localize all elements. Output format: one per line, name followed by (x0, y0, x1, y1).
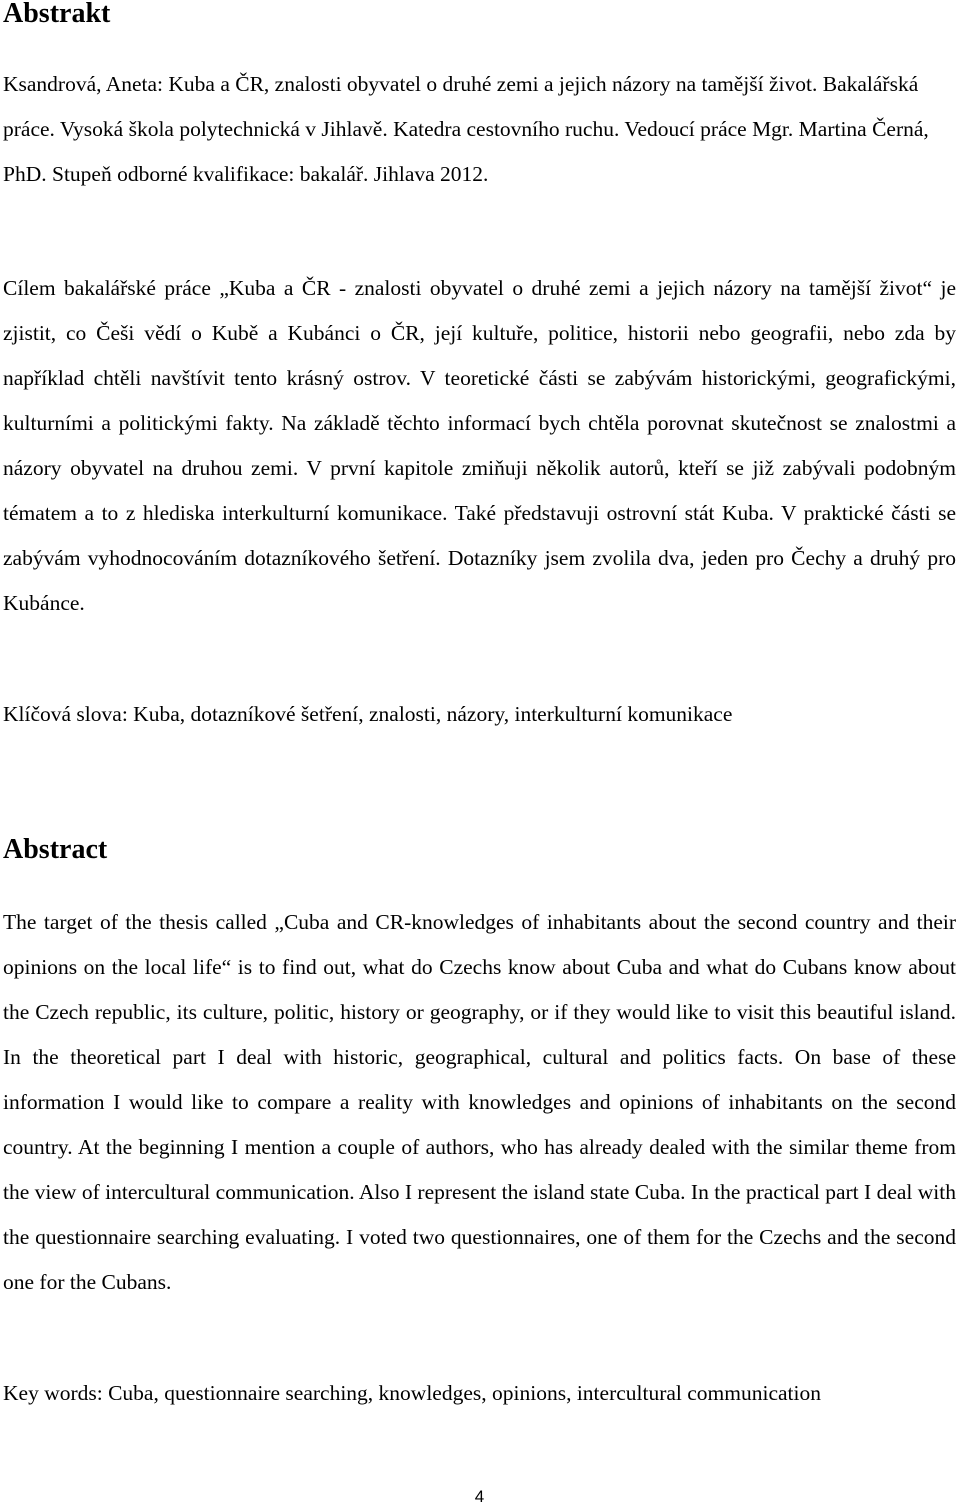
czech-keywords: Klíčová slova: Kuba, dotazníkové šetření, znalosti, názory, interkulturní komunikace (3, 702, 733, 726)
english-abstract-heading: Abstract (3, 834, 108, 865)
czech-keywords-block (3, 692, 956, 737)
czech-abstract-body: Cílem bakalářské práce „Kuba a ČR - znalosti obyvatel o druhé zemi a jejich názory na tamější život“ je zjistit, co Češi vědí o Kubě a Kubánci o ČR, její kultuře, politice, historii nebo geografii, nebo zda by například chtěli navštívit tento krásný ostrov. V teoretické části se zabývám historickými, geografickými, kulturními a politickými fakty. Na základě těchto informací bych chtěla porovnat skutečnost se znalostmi a názory obyvatel na druhou zemi. V první kapitole zmiňuji několik autorů, kteří se již zabývali podobným tématem a to z hlediska interkulturní komunikace. Také představuji ostrovní stát Kuba. V praktické části se zabývám vyhodnocováním dotazníkového šetření. Dotazníky jsem zvolila dva, jeden pro Čechy a druhý pro Kubánce. (3, 276, 956, 615)
english-abstract-body-block (3, 900, 956, 1305)
english-keywords: Key words: Cuba, questionnaire searching, knowledges, opinions, intercultural communication (3, 1381, 822, 1405)
czech-abstract-body-block (3, 266, 956, 626)
english-abstract-body: The target of the thesis called „Cuba and CR-knowledges of inhabitants about the second country and their opinions on the local life“ is to find out, what do Czechs know about Cuba and what do Cubans know about the Czech republic, its culture, politic, history or geography, or if they would like to visit this beautiful island. In the theoretical part I deal with historic, geographical, cultural and politics facts. On base of these information I would like to compare a reality with knowledges and opinions of inhabitants on the second country. At the beginning I mention a couple of authors, who has already dealed with the similar theme from the view of intercultural communication. Also I represent the island state Cuba. In the practical part I deal with the questionnaire searching evaluating. I voted two questionnaires, one of them for the Czechs and the second one for the Cubans. (3, 910, 956, 1294)
english-keywords-block (3, 1371, 956, 1416)
czech-citation-block (3, 62, 956, 197)
page-number: 4 (474, 1487, 485, 1506)
czech-abstract-heading: Abstrakt (3, 0, 111, 29)
czech-citation: Ksandrová, Aneta: Kuba a ČR, znalosti obyvatel o druhé zemi a jejich názory na tamější život. Bakalářská práce. Vysoká škola polytechnická v Jihlavě. Katedra cestovního ruchu. Vedoucí práce Mgr. Martina Černá, PhD. Stupeň odborné kvalifikace: bakalář. Jihlava 2012. (3, 72, 929, 186)
